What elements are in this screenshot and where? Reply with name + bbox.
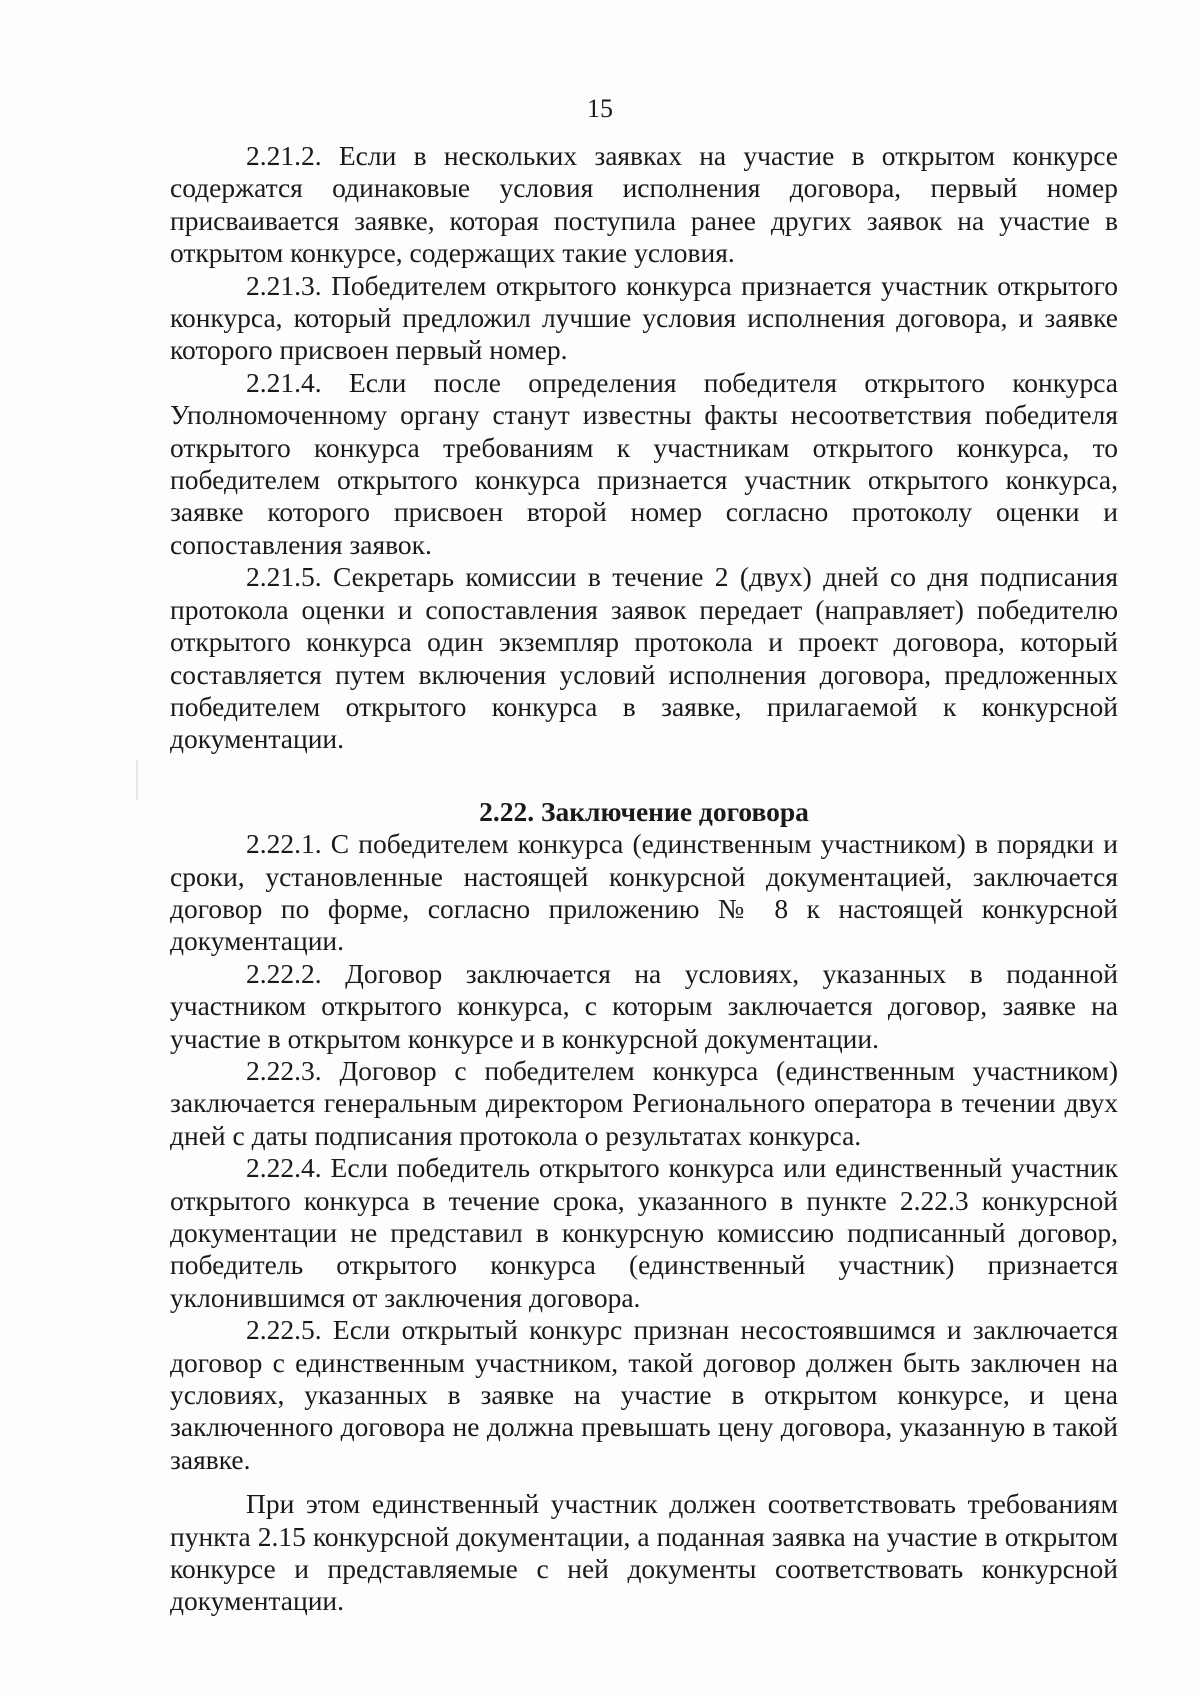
section-heading-2-22: 2.22. Заключение договора	[479, 795, 809, 827]
scan-edge-mark	[136, 760, 138, 800]
paragraph-2-22-4: 2.22.4. Если победитель открытого конкурса или единственный участник открытого конкурса в течение срока, указанного в пункте 2.22.3 конкурсной документации не представил в конкурсную комиссию подписанный договор, победитель открытого конкурса (единственный участник) признается уклонившимся от заключения договора.	[170, 1152, 1118, 1313]
page-number: 15	[587, 94, 613, 123]
paragraph-2-22-2: 2.22.2. Договор заключается на условиях, указанных в поданной участником открытого конкурса, с которым заключается договор, заявке на участие в открытом конкурсе и в конкурсной документации.	[170, 957, 1118, 1054]
paragraph-single-participant: При этом единственный участник должен соответствовать требованиям пункта 2.15 конкурсной документации, а поданная заявка на участие в открытом конкурсе и представляемые с ней документы соответствовать конкурсной документации.	[170, 1488, 1118, 1617]
paragraph-2-21-5: 2.21.5. Секретарь комиссии в течение 2 (двух) дней со дня подписания протокола оценки и сопоставления заявок передает (направляет) победителю открытого конкурса один экземпляр протокола и проект договора, который составляется путем включения условий исполнения договора, предложенных победителем открытого конкурса в заявке, прилагаемой к конкурсной документации.	[170, 561, 1118, 755]
paragraph-2-22-5: 2.22.5. Если открытый конкурс признан несостоявшимся и заключается договор с единственным участником, такой договор должен быть заключен на условиях, указанных в заявке на участие в открытом конкурсе, и цена заключенного договора не должна превышать цену договора, указанную в такой заявке.	[170, 1314, 1118, 1475]
paragraph-2-22-1: 2.22.1. С победителем конкурса (единственным участником) в порядки и сроки, установленные настоящей конкурсной документацией, заключается договор по форме, согласно приложению № 8 к настоящей конкурсной документации.	[170, 828, 1118, 957]
paragraph-2-21-2: 2.21.2. Если в нескольких заявках на участие в открытом конкурсе содержатся одинаковые условия исполнения договора, первый номер присваивается заявке, которая поступила ранее других заявок на участие в открытом конкурсе, содержащих такие условия.	[170, 140, 1118, 269]
document-body	[170, 140, 1118, 1618]
paragraph-2-21-4: 2.21.4. Если после определения победителя открытого конкурса Уполномоченному органу станут известны факты несоответствия победителя открытого конкурса требованиям к участникам открытого конкурса, то победителем открытого конкурса признается участник открытого конкурса, заявке которого присвоен второй номер согласно протоколу оценки и сопоставления заявок.	[170, 366, 1118, 560]
paragraph-2-21-3: 2.21.3. Победителем открытого конкурса признается участник открытого конкурса, который предложил лучшие условия исполнения договора, и заявке которого присвоен первый номер.	[170, 269, 1118, 366]
paragraph-2-22-3: 2.22.3. Договор с победителем конкурса (единственным участником) заключается генеральным директором Регионального оператора в течении двух дней с даты подписания протокола о результатах конкурса.	[170, 1054, 1118, 1151]
